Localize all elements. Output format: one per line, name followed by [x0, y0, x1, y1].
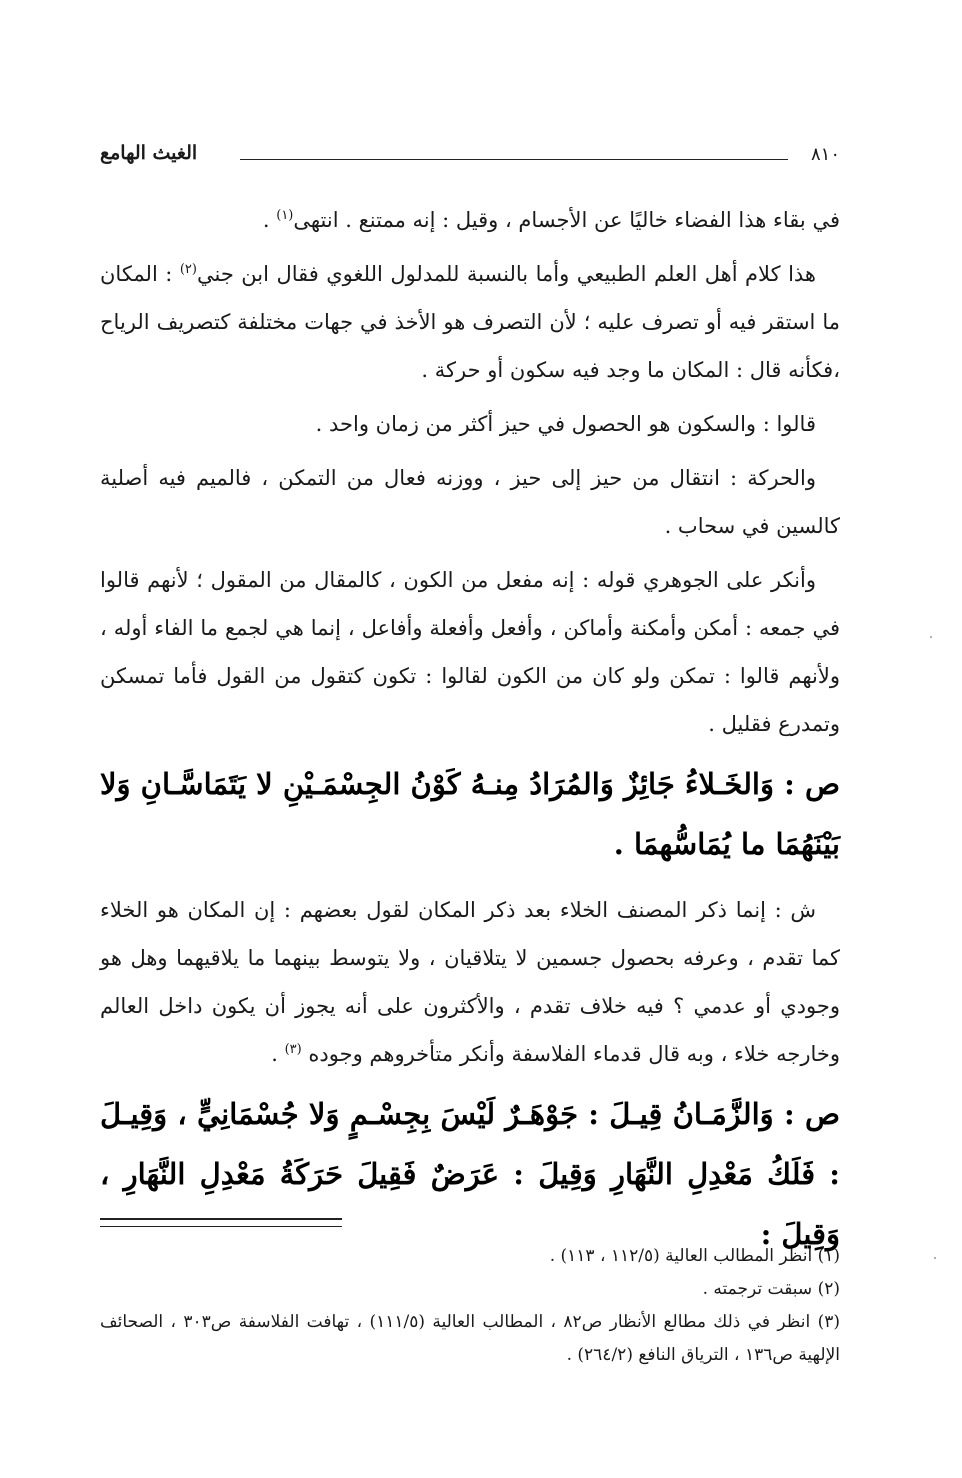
paragraph: هذا كلام أهل العلم الطبيعي وأما بالنسبة للمدلول اللغوي فقال ابن جني$^{(٢)}$ : المكان ما استقر فيه أو تصرف عليه ؛ لأن التصرف هو الأخذ في جهات مختلفة كتصريف الرياح ،فكأنه قال : المكان ما وجد فيه سكون أو حركة . [100, 262, 840, 382]
footnotes [100, 1240, 840, 1372]
matn-text: ص : وَالزَّمَـانُ قِيـلَ : جَوْهَـرٌ لَيْسَ بِجِسْـمٍ وَلا جُسْمَانِيٍّ ، وَقِيـلَ : فَلَكُ مَعْدِلِ النَّهَارِ وَقِيلَ : عَرَضٌ فَقِيلَ حَرَكَةُ مَعْدِلِ النَّهَارِ ، وَقِيلَ : [100, 1097, 840, 1251]
footnote-ref: (١) [276, 208, 294, 223]
main-text [100, 196, 840, 1276]
scan-speck [930, 636, 932, 638]
book-title: الغيث الهامع [100, 142, 198, 164]
footnote-ref: (٢) [179, 262, 197, 277]
footnote-ref: (٣) [284, 1042, 302, 1057]
scan-speck [934, 1257, 936, 1259]
footnote: (٢) سبقت ترجمته . [702, 1279, 840, 1299]
matn-text: ص : وَالخَـلاءُ جَائِزٌ وَالمُرَادُ مِنـهُ كَوْنُ الجِسْمَـيْنِ لا يَتَمَاسَّـانِ وَلا بَيْنَهُمَا ما يُمَاسُّهمَا . [100, 767, 840, 861]
paragraph: والحركة : انتقال من حيز إلى حيز ، ووزنه فعال من التمكن ، فالميم فيه أصلية كالسين في سحاب . [100, 466, 840, 538]
footnote: (١) انظر المطالب العالية (١١٢/٥ ، ١١٣) . [549, 1246, 840, 1266]
page-number: ٨١٠ [810, 144, 840, 165]
paragraph: وأنكر على الجوهري قوله : إنه مفعل من الكون ، كالمقال من المقول ؛ لأنهم قالوا في جمعه : أمكن وأمكنة وأماكن ، وأفعل وأفعلة وأفاعل ، إنما هي لجمع ما الفاء أوله ، ولأنهم قالوا : تمكن ولو كان من الكون لقالوا : تكون كتقول من القول فأما تمسكن وتمدرع فقليل . [100, 568, 840, 736]
footnote-separator [100, 1218, 342, 1227]
book-page [100, 0, 840, 1478]
running-header [100, 142, 840, 172]
footnote: (٣) انظر في ذلك مطالع الأنظار ص٨٢ ، المطالب العالية (١١١/٥) ، تهافت الفلاسفة ص٣٠٣ ، الصحائف الإلهية ص١٣٦ ، الترياق النافع (٢٦٤/٢) . [100, 1312, 840, 1365]
paragraph: قالوا : والسكون هو الحصول في حيز أكثر من زمان واحد . [315, 412, 816, 436]
header-rule [240, 159, 788, 160]
sharh-paragraph: ش : إنما ذكر المصنف الخلاء بعد ذكر المكان لقول بعضهم : إن المكان هو الخلاء كما تقدم ، وعرفه بحصول جسمين لا يتلاقيان ، ولا يتوسط بينهما ما يلاقيهما وهل هو وجودي أو عدمي ؟ فيه خلاف تقدم ، والأكثرون على أنه يجوز أن يكون داخل العالم وخارجه خلاء ، وبه قال قدماء الفلاسفة وأنكر متأخروهم وجوده $^{(٣)}$ . [100, 898, 840, 1066]
paragraph: في بقاء هذا الفضاء خاليًا عن الأجسام ، وقيل : إنه ممتنع . انتهى$^{(١)}$ . [262, 208, 840, 232]
